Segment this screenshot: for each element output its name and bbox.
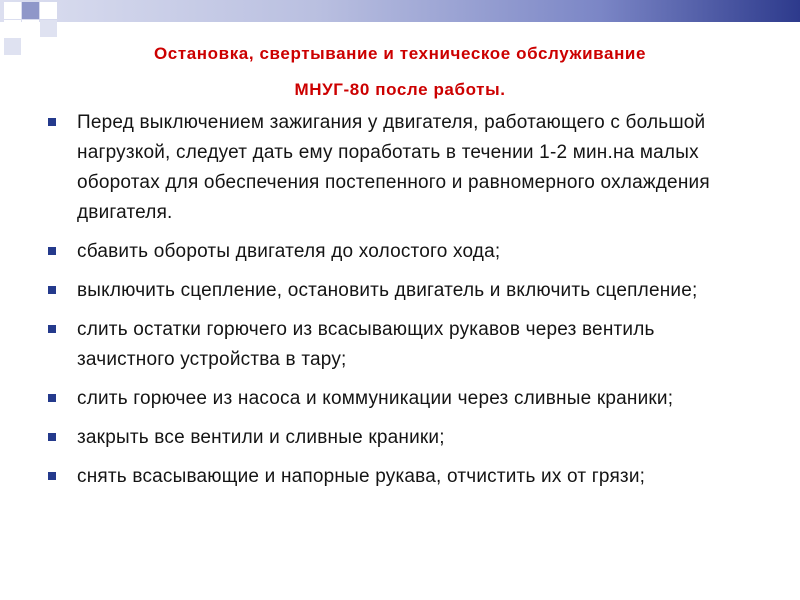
decor-square [4,2,21,19]
list-item-text: выключить сцепление, остановить двигатель и включить сцепление; [77,280,698,301]
decor-square [40,2,57,19]
square-bullet-icon [48,247,56,255]
square-bullet-icon [48,394,56,402]
decor-square [4,20,21,37]
list-item-text: Перед выключением зажигания у двигателя, работающего с большой нагрузкой, следует дать ему поработать в течении 1-2 мин.на малых оборотах для обеспечения постепенного и равномерного охлаждения двигателя. [77,112,710,223]
list-item-text: слить горючее из насоса и коммуникации через сливные краники; [77,388,674,409]
list-item-text: слить остатки горючего из всасывающих рукавов через вентиль зачистного устройства в тару; [77,319,655,370]
list-item-text: снять всасывающие и напорные рукава, отчистить их от грязи; [77,466,646,487]
list-item-text: сбавить обороты двигателя до холостого хода; [77,241,501,262]
decor-square [22,2,39,19]
header-gradient-band [0,0,800,22]
slide-title-line-2: МНУГ-80 после работы. [294,80,506,99]
list-item [48,423,753,453]
list-item [48,237,753,267]
list-item [48,462,753,492]
list-item-text: закрыть все вентили и сливные краники; [77,427,445,448]
square-bullet-icon [48,325,56,333]
list-item [48,384,753,414]
square-bullet-icon [48,118,56,126]
bullet-list [48,108,753,501]
decor-square [22,20,39,37]
list-item [48,108,753,228]
list-item [48,276,753,306]
list-item [48,315,753,375]
slide-title-line-1: Остановка, свертывание и техническое обслуживание [153,44,647,63]
square-bullet-icon [48,472,56,480]
decor-square [40,20,57,37]
square-bullet-icon [48,286,56,294]
square-bullet-icon [48,433,56,441]
